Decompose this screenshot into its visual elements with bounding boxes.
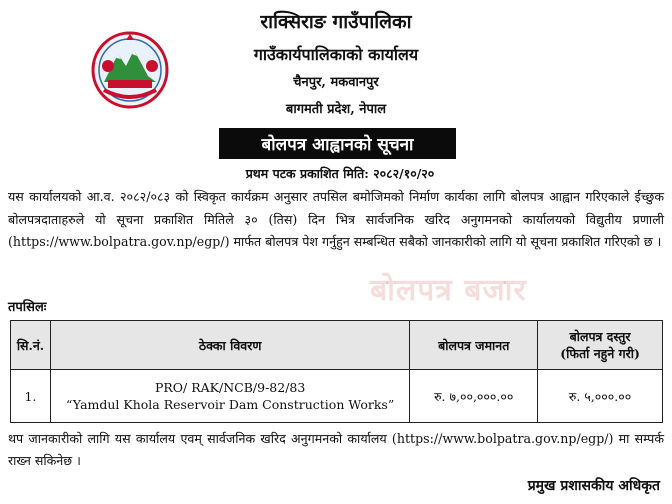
table-row (11, 370, 663, 423)
municipality-name: राक्सिराङ गाउँपालिका (260, 11, 412, 33)
first-published-date: प्रथम पटक प्रकाशित मिति: २०८२/१०/२० (245, 166, 435, 181)
office-address: चैनपुर, मकवानपुर (293, 75, 379, 90)
footer-note: थप जानकारीको लागि यस कार्यालय एवम् सार्वजनिक खरिद अनुगमनको कार्यालय (https://www.bolpatra.gov.np/egp/) मा सम्पर्क राख्न सकिनेछ । (8, 431, 664, 468)
office-name: गाउँकार्यपालिकाको कार्यालय (253, 45, 419, 64)
row-fee: रु. ५,०००.०० (538, 370, 663, 423)
header-description: ठेक्का विवरण (50, 321, 409, 370)
contract-code: PRO/ RAK/NCB/9-82/83 (154, 380, 306, 395)
header-fee (538, 321, 663, 370)
header-sn: सि.नं. (11, 321, 51, 370)
table-header-row (11, 321, 663, 370)
header-fee-line2: (फिर्ता नहुने गरी) (560, 346, 640, 361)
notice-title: बोलपत्र आह्वानको सूचना (219, 128, 456, 159)
row-sn: 1. (11, 370, 51, 423)
watermark-logo: बोलपत्र बजार (370, 273, 527, 308)
row-bid-security: रु. ७,००,०००.०० (410, 370, 538, 423)
header-fee-line1: बोलपत्र दस्तुर (569, 329, 631, 344)
nepal-government-emblem-icon (90, 30, 170, 110)
tender-table (10, 320, 663, 423)
header-bid-security: बोलपत्र जमानत (410, 321, 538, 370)
work-title: “Yamdul Khola Reservoir Dam Construction Works” (66, 397, 395, 412)
row-description (50, 370, 409, 423)
signatory: प्रमुख प्रशासकीय अधिकृत (527, 478, 660, 494)
province-name: बागमती प्रदेश, नेपाल (285, 102, 387, 117)
notice-body-paragraph: यस कार्यालयको आ.व. २०८२/०८३ को स्विकृत कार्यक्रम अनुसार तपसिल बमोजिमको निर्माण कार्यका लागि बोलपत्र आह्वान गरिएकाले ईच्छुक बोलपत्रदाताहरुले यो सूचना प्रकाशित मितिले ३० (तिस) दिन भित्र सार्वजनिक खरिद अनुगमनको कार्यालयको विद्युतीय प्रणाली (https://www.bolpatra.gov.np/egp/) मार्फत बोलपत्र पेश गर्नुहुन सम्बन्धित सबैको जानकारीको लागि यो सूचना प्रकाशित गरिएको छ । (8, 189, 664, 249)
details-label: तपसिलः (8, 300, 47, 315)
